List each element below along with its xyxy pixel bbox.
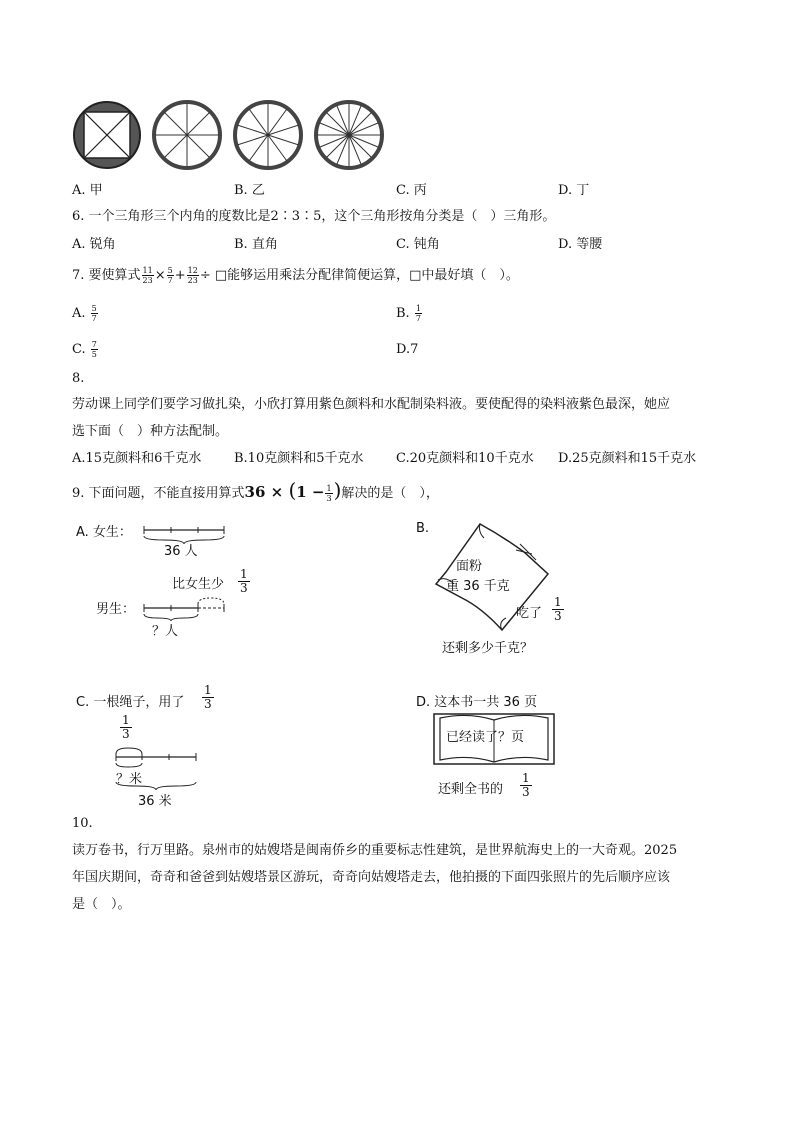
q7-a-den: 7 xyxy=(91,314,97,323)
q10-line-1: 读万卷书，行万里路。泉州市的姑嫂塔是闽南侨乡的重要标志性建筑，是世界航海史上的一大奇观。2025 xyxy=(72,843,678,858)
q9c-unknown: ？米 xyxy=(116,772,143,787)
q9a-compare: 比女生少 xyxy=(172,577,225,592)
q7-plus: + xyxy=(174,268,186,283)
q7-b-num: 1 xyxy=(415,304,421,313)
q7-option-c-label: C. xyxy=(72,342,86,357)
q8-line-1: 劳动课上同学们要学习做扎染，小欣打算用紫色颜料和水配制染料液。要使配得的染料液紫色最深，她应 xyxy=(72,397,671,412)
q9a-unknown: ？人 xyxy=(152,624,179,639)
q10-number: 10. xyxy=(72,816,93,831)
q9c-seg-num: 1 xyxy=(122,713,130,727)
q5-option-a[interactable]: A. 甲 xyxy=(72,183,103,198)
q9-expr-a: 36 × xyxy=(244,483,289,501)
circle-ding xyxy=(316,102,382,168)
q8-number: 8. xyxy=(72,371,85,386)
q5-option-d[interactable]: D. 丁 xyxy=(558,183,590,198)
q6-option-a[interactable]: A. 锐角 xyxy=(72,237,116,252)
q7-fraction-2 xyxy=(167,266,174,285)
q7-stem xyxy=(72,266,519,285)
q9d-book-text: 已经读了？页 xyxy=(446,730,525,745)
q8-option-c[interactable]: C.20克颜料和10千克水 xyxy=(396,451,534,466)
q9c-fraction xyxy=(202,684,214,711)
q9c-seg-den: 3 xyxy=(122,727,130,741)
q5-figures xyxy=(72,100,392,172)
q9b-f-den: 3 xyxy=(554,609,562,623)
q9-stem-f-num: 1 xyxy=(326,484,332,493)
q9a-label[interactable]: A. 女生： xyxy=(76,525,132,540)
q7-f1-den: 23 xyxy=(142,276,153,285)
q9a-total: 36 人 xyxy=(164,544,198,559)
q6-option-b[interactable]: B. 直角 xyxy=(234,237,278,252)
q9a-boys-label: 男生： xyxy=(96,602,136,617)
q9b-question: 还剩多少千克？ xyxy=(442,641,534,656)
q9b-bag-line1: 面粉 xyxy=(456,559,483,574)
q9b-f-num: 1 xyxy=(554,595,562,609)
q5-option-c[interactable]: C. 丙 xyxy=(396,183,427,198)
q9b-ate: 吃了 xyxy=(516,606,543,621)
q9d-fraction xyxy=(520,772,532,799)
q8-option-b[interactable]: B.10克颜料和5千克水 xyxy=(234,451,364,466)
q9c-segment-fraction xyxy=(120,714,132,741)
circle-bing xyxy=(235,102,301,168)
q9-stem-fraction xyxy=(325,484,332,503)
q9d-remain: 还剩全书的 xyxy=(438,782,504,797)
q7-times: × xyxy=(154,268,166,283)
q7-option-a-label: A. xyxy=(72,306,86,321)
q9d-f-den: 3 xyxy=(522,785,530,799)
q7-stem-suffix: ÷ □能够运用乘法分配律简便运算，□中最好填（ ）。 xyxy=(199,268,519,283)
q9a-f-den: 3 xyxy=(240,581,248,595)
q6-option-c[interactable]: C. 钝角 xyxy=(396,237,440,252)
q9-stem: 9. 下面问题，不能直接用算式36 × (1 − $\frac{1}{3}$ )解决的是（ ）， xyxy=(72,478,439,503)
q7-option-b-label: B. xyxy=(396,306,410,321)
circle-jia xyxy=(74,102,140,168)
q7-option-a[interactable] xyxy=(72,304,99,323)
q7-c-num: 7 xyxy=(91,340,97,349)
q7-f2-den: 7 xyxy=(167,276,173,285)
q9a-f-num: 1 xyxy=(240,567,248,581)
q9d-f-num: 1 xyxy=(522,771,530,785)
q8-line-2: 选下面（ ）种方法配制。 xyxy=(72,424,229,439)
q9-expr-b: 1 − xyxy=(296,483,325,501)
q7-fraction-3 xyxy=(187,266,199,285)
q10-line-3: 是（ ）。 xyxy=(72,897,131,912)
q7-stem-prefix: 7. 要使算式 xyxy=(72,268,141,283)
q7-f3-den: 23 xyxy=(187,276,198,285)
q7-b-den: 7 xyxy=(415,314,421,323)
q6-option-d[interactable]: D. 等腰 xyxy=(558,237,603,252)
q7-a-num: 5 xyxy=(91,304,97,313)
q7-option-d[interactable]: D.7 xyxy=(396,342,419,357)
q5-option-b[interactable]: B. 乙 xyxy=(234,183,265,198)
q7-f1-num: 11 xyxy=(142,266,153,275)
q10-line-2: 年国庆期间，奇奇和爸爸到姑嫂塔景区游玩，奇奇向姑嫂塔走去，他拍摄的下面四张照片的先后顺序应该 xyxy=(72,870,671,885)
q9c-total: 36 米 xyxy=(138,794,172,809)
q9-stem-suffix: 解决的是（ ）， xyxy=(341,486,439,501)
circle-yi xyxy=(154,102,220,168)
q7-option-b[interactable] xyxy=(396,304,423,323)
q9-stem-f-den: 3 xyxy=(326,494,332,503)
q9c-f-num: 1 xyxy=(204,683,212,697)
q7-c-den: 5 xyxy=(91,350,97,359)
q9b-bag-line2: 重 36 千克 xyxy=(446,579,510,594)
q9a-fraction xyxy=(238,568,250,595)
q8-option-a[interactable]: A.15克颜料和6千克水 xyxy=(72,451,202,466)
q7-fraction-1 xyxy=(142,266,154,285)
q7-option-c[interactable] xyxy=(72,340,99,359)
q7-f2-num: 5 xyxy=(167,266,173,275)
q9-stem-prefix: 9. 下面问题，不能直接用算式 xyxy=(72,486,245,501)
q9c-label[interactable]: C. 一根绳子，用了 xyxy=(76,695,185,710)
q9c-f-den: 3 xyxy=(204,697,212,711)
q8-option-d[interactable]: D.25克颜料和15千克水 xyxy=(558,451,697,466)
q9b-label[interactable]: B. xyxy=(416,521,430,536)
q9d-label[interactable]: D. 这本书一共 36 页 xyxy=(416,695,538,710)
q7-f3-num: 12 xyxy=(187,266,198,275)
q6-stem: 6. 一个三角形三个内角的度数比是2∶3∶5，这个三角形按角分类是（ ）三角形。 xyxy=(72,209,556,224)
q9b-fraction xyxy=(552,596,564,623)
